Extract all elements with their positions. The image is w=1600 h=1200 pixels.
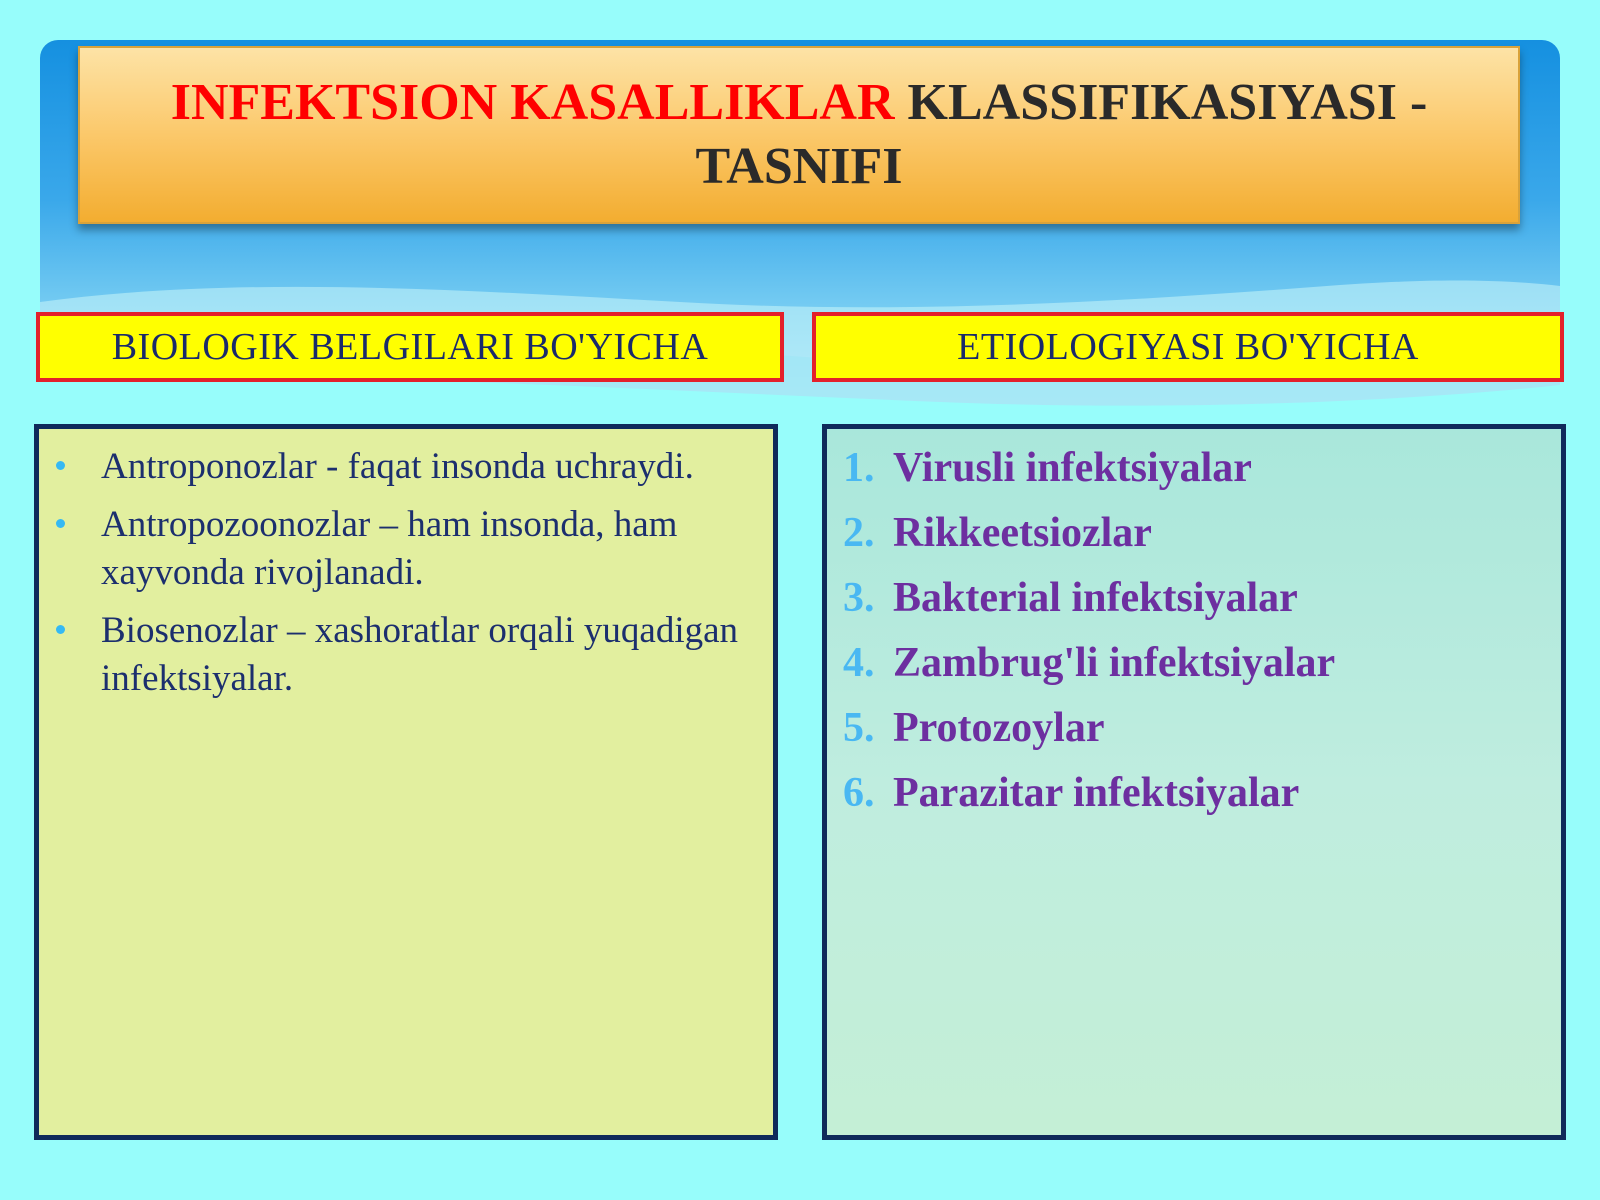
list-item [843,573,1541,623]
etiology-section-header: ETIOLOGIYASI BO'YICHA [812,312,1564,382]
list-item [843,443,1541,493]
list-item-text: Antropozoonozlar – ham insonda, ham xayvonda rivojlanadi. [101,504,678,593]
etiology-list [827,429,1561,818]
page-title [80,71,1518,199]
item-number: 6. [843,770,875,816]
item-number: 2. [843,510,875,556]
item-label: Parazitar infektsiyalar [893,770,1300,816]
item-label: Zambrug'li infektsiyalar [893,640,1336,686]
biological-section-header: BIOLOGIK BELGILARI BO'YICHA [36,312,784,382]
biological-panel [34,424,778,1140]
list-item [843,768,1541,818]
title-rest: KLASSIFIKASIYASI - TASNIFI [695,74,1428,195]
item-label: Virusli infektsiyalar [893,445,1252,491]
bullet-icon [56,625,65,634]
bullet-icon [56,461,65,470]
title-box [78,46,1520,224]
list-item [843,703,1541,753]
item-number: 4. [843,640,875,686]
item-label: Rikkeetsiozlar [893,510,1152,556]
etiology-panel [822,424,1566,1140]
list-item-text: Biosenozlar – xashoratlar orqali yuqadigan infektsiyalar. [101,610,739,699]
list-item [101,607,749,703]
item-label: Protozoylar [893,705,1105,751]
list-item [843,508,1541,558]
item-number: 1. [843,445,875,491]
item-number: 5. [843,705,875,751]
title-highlight: INFEKTSION KASALLIKLAR [170,74,895,131]
bullet-icon [56,519,65,528]
biological-list [39,429,773,703]
item-label: Bakterial infektsiyalar [893,575,1298,621]
list-item [101,501,749,597]
list-item [843,638,1541,688]
list-item [101,443,749,491]
item-number: 3. [843,575,875,621]
list-item-text: Antroponozlar - faqat insonda uchraydi. [101,446,694,487]
